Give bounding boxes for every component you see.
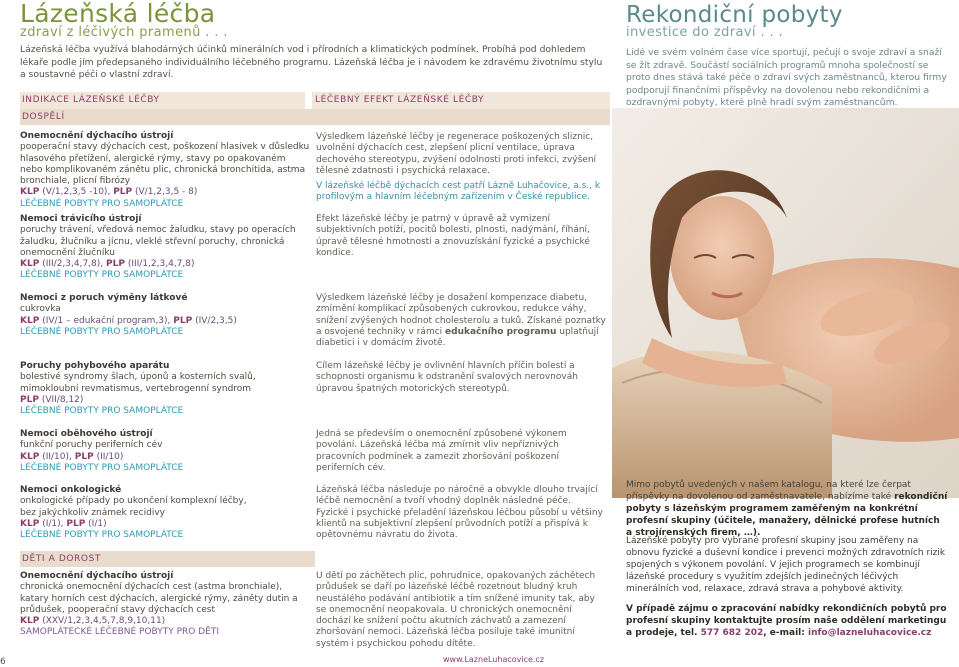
rekondicni-title: Rekondiční pobyty xyxy=(626,2,843,28)
rekondicni-contact: V případě zájmu o zpracování nabídky rekondičních pobytů pro profesní skupiny kontaktujte prosím naše oddělení marketingu a prodeje, tel. 577 682 202, e-mail: info@lazneluhacovice.cz xyxy=(626,604,947,638)
deti-link[interactable]: SAMOPLÁTECKÉ LÉČEBNÉ POBYTY PRO DĚTI xyxy=(20,627,219,638)
indication-block xyxy=(20,293,310,338)
samoplatce-link[interactable]: LÉČEBNÉ POBYTY PRO SAMOPLÁTCE xyxy=(20,326,184,337)
indication-title: Onemocnění dýchacího ústrojí xyxy=(20,131,174,141)
page-number: 6 xyxy=(0,657,6,667)
section-header-dospeli: DOSPĚLÍ xyxy=(20,109,610,125)
indication-codes: KLP (III/2,3,4,7,8), PLP (III/1,2,3,4,7,8) xyxy=(20,259,195,270)
rekondicni-intro: Lidé ve svém volném čase více sportují, pečují o svoje zdraví a snaží se žít zdravě. Součástí sociálních programů mnoha společností se proto dnes stává také péče o zdraví svých zaměstnanců, kterou firmy podporují finančními příspěvky na dovolenou nebo rekondičními a ozdravnými pobyty, které plně hradí svým zaměstnancům. xyxy=(626,47,947,108)
effect-text: Cílem lázeňské léčby je ovlivnění hlavních příčin bolestí a schopnosti organismu k odstranění svalových nerovnováh úpravou špatných motorických stereotypů. xyxy=(316,361,578,394)
effect-text: Jedná se především o onemocnění způsobené výkonem povolání. Lázeňská léčba má zmírnit vliv nepříznivých pracovních podmínek a zamezit zhoršování poškození periferních cév. xyxy=(316,429,567,473)
contact-email-link[interactable]: info@lazneluhacovice.cz xyxy=(808,628,932,638)
section-header-deti: DĚTI A DOROST xyxy=(20,551,315,567)
samoplatce-link[interactable]: LÉČEBNÉ POBYTY PRO SAMOPLÁTCE xyxy=(20,462,184,473)
indication-title: Nemoci trávicího ústrojí xyxy=(20,214,142,224)
indication-desc: poruchy trávení, vředová nemoc žaludku, stavy po operacích žaludku, žlučníku a jícnu, vleklé střevní poruchy, chronická onemocnění žlučníku xyxy=(20,225,296,258)
massage-photo-illustration xyxy=(612,108,959,498)
indication-desc: cukrovka xyxy=(20,304,61,315)
intro-paragraph: Lázeňská léčba využívá blahodárných účinků minerálních vod i přírodních a klimatických podmínek. Probíhá pod dohledem lékaře podle jím předepsaného individuálního léčebného programu. Lázeňská léčba je i návodem ke zdravému životnímu stylu a soustavné péči o vlastní zdraví. xyxy=(20,44,603,80)
indication-codes: KLP (V/1,2,3,5 -10), PLP (V/1,2,3,5 - 8) xyxy=(20,187,198,198)
indication-title: Poruchy pohybového aparátu xyxy=(20,361,170,371)
indication-codes: KLP (II/10), PLP (II/10) xyxy=(20,451,124,462)
indication-desc: chronická onemocnění dýchacích cest (astma bronchiale), katary horních cest dýchacích, alergické rýmy, záněty dutin a průdušek, pooperační stavy dýchacích cest xyxy=(20,582,298,615)
indication-title: Nemoci oběhového ústrojí xyxy=(20,429,153,439)
samoplatce-link[interactable]: LÉČEBNÉ POBYTY PRO SAMOPLÁTCE xyxy=(20,270,184,281)
indication-codes: PLP (VII/8,12) xyxy=(20,394,84,405)
rekondicni-subtitle: investice do zdraví . . . xyxy=(626,25,784,40)
indication-codes: KLP (I/1), PLP (I/1) xyxy=(20,518,107,529)
indication-block xyxy=(20,131,310,210)
page-title: Lázeňská léčba xyxy=(20,0,216,28)
section-header-indikace: INDIKACE LÁZEŇSKÉ LÉČBY xyxy=(20,92,305,109)
effect-text: Efekt lázeňské léčby je patrný v úpravě až vymizení subjektivních potíží, pocitů bolesti, plnosti, nadýmání, říhání, úpravě tělesné hmotnosti a znovuzískání fyzické a psychické kondice. xyxy=(316,214,590,258)
section-header-efekt: LÉČEBNÝ EFEKT LÁZEŇSKÉ LÉČBY xyxy=(312,92,610,109)
indication-codes: KLP (XXV/1,2,3,4,5,7,8,9,10,11) xyxy=(20,616,166,627)
indication-block xyxy=(20,485,260,541)
effect-text: U dětí po záchětech plic, pohrudnice, opakovaných záchětech průdušek se daří po lázeňské léčbě rozetnout bludný kruh neustálého podávání antibiotik a tím snížené imunity tak, aby se onemocnění neopakovala. U chronických onemocnění dochází ke snížení počtu akutních záchvatů a zamezení zhoršování nemoci. Lázeňská léčba posiluje také imunitní systém i psychickou pohodu dítěte. xyxy=(316,571,596,649)
effect-text: Výsledkem lázeňské léčby je dosažení kompenzace diabetu, zmírnění komplikací způsobených cukrovkou, redukce váhy, snížení zvýšených hodnot cholesterolu a tuků. Získané poznatky a osvojené techniky v rámci edukačního programu uplatňují diabetici i v domácím životě. xyxy=(316,293,606,349)
rekondicni-paragraph-2: Lázeňské pobyty pro vybrané profesní skupiny jsou zaměřeny na obnovu fyzické a duševní kondice i prevenci možných zdravotních rizik spojených s výkonem povolání. V jejich programech se kombinují lázeňské procedury s využitím zdejších jedinečných léčivých minerálních vod, relaxace, zdravá strava a pohybové aktivity. xyxy=(626,536,946,594)
rekondicni-paragraph-1: Mimo pobytů uvedených v našem katalogu, na které lze čerpat příspěvky na dovolenou od zaměstnavatele, nabízíme také rekondiční pobyty s lázeňským programem zaměřeným na konkrétní profesní skupiny (účitele, manažery, dělnické profese hutních a strojírenských firem, …). xyxy=(626,480,948,538)
child-indication-block xyxy=(20,571,310,639)
samoplatce-link[interactable]: LÉČEBNÉ POBYTY PRO SAMOPLÁTCE xyxy=(20,530,184,541)
effect-paragraph: Výsledkem lázeňské léčby je regenerace poškozených sliznic, uvolnění dýchacích cest, zlepšení plicní ventilace, úprava dechového stereotypu, zvýšení odolnosti proti infekci, zvýšení tělesné zdatnosti i psychická relaxace. xyxy=(316,132,597,176)
indication-block xyxy=(20,429,310,474)
effect-text: Lázeňská léčba následuje po náročné a obvykle dlouho trvající léčbě nemocnění a tvoří vhodný doplněk následné péče. Fyzické i psychické přeladění lázeňskou léčbou působí u většiny klientů na subjektivní zlepšení průvodních potíží a přispívá k opětovnému návratu do života. xyxy=(316,485,603,541)
indication-desc: onkologické případy po ukončení komplexní léčby, bez jakýchkoliv známek recidivy xyxy=(20,496,247,518)
page-subtitle: zdraví z léčivých pramenů . . . xyxy=(20,25,228,40)
indication-desc: bolestivé syndromy šlach, úponů a kosterních svalů, mimokloubní revmatismus, vertebrogenní syndrom xyxy=(20,372,256,394)
footer-url[interactable]: www.LazneLuhacovice.cz xyxy=(443,655,545,664)
indication-block xyxy=(20,361,310,417)
indication-desc: funkční poruchy periferních cév xyxy=(20,440,163,451)
indication-block xyxy=(20,214,310,282)
massage-photo xyxy=(612,108,959,498)
indication-desc: pooperační stavy dýchacích cest, poškození hlasivek v důsledku hlasového přetížení, alergické rýmy, stavy po opakovaném nebo komplikovaném zánětu plic, chronická bronchitida, astma bronchiale, plicní fibrózy xyxy=(20,142,310,187)
samoplatce-link[interactable]: LÉČEBNÉ POBYTY PRO SAMOPLÁTCE xyxy=(20,406,184,417)
samoplatce-link[interactable]: LÉČEBNÉ POBYTY PRO SAMOPLÁTCE xyxy=(20,198,184,209)
indication-title: Nemoci onkologické xyxy=(20,485,122,495)
indication-title: Onemocnění dýchacího ústrojí xyxy=(20,571,174,581)
effect-text xyxy=(316,132,606,204)
indication-codes: KLP (IV/1 – edukační program,3), PLP (IV/2,3,5) xyxy=(20,315,237,326)
indication-title: Nemoci z poruch výměny látkové xyxy=(20,293,188,303)
effect-highlight: V lázeňské léčbě dýchacích cest patří Lázně Luhačovice, a.s., k profilovým a hlavním léčebným zařízením v České republice. xyxy=(316,181,601,203)
